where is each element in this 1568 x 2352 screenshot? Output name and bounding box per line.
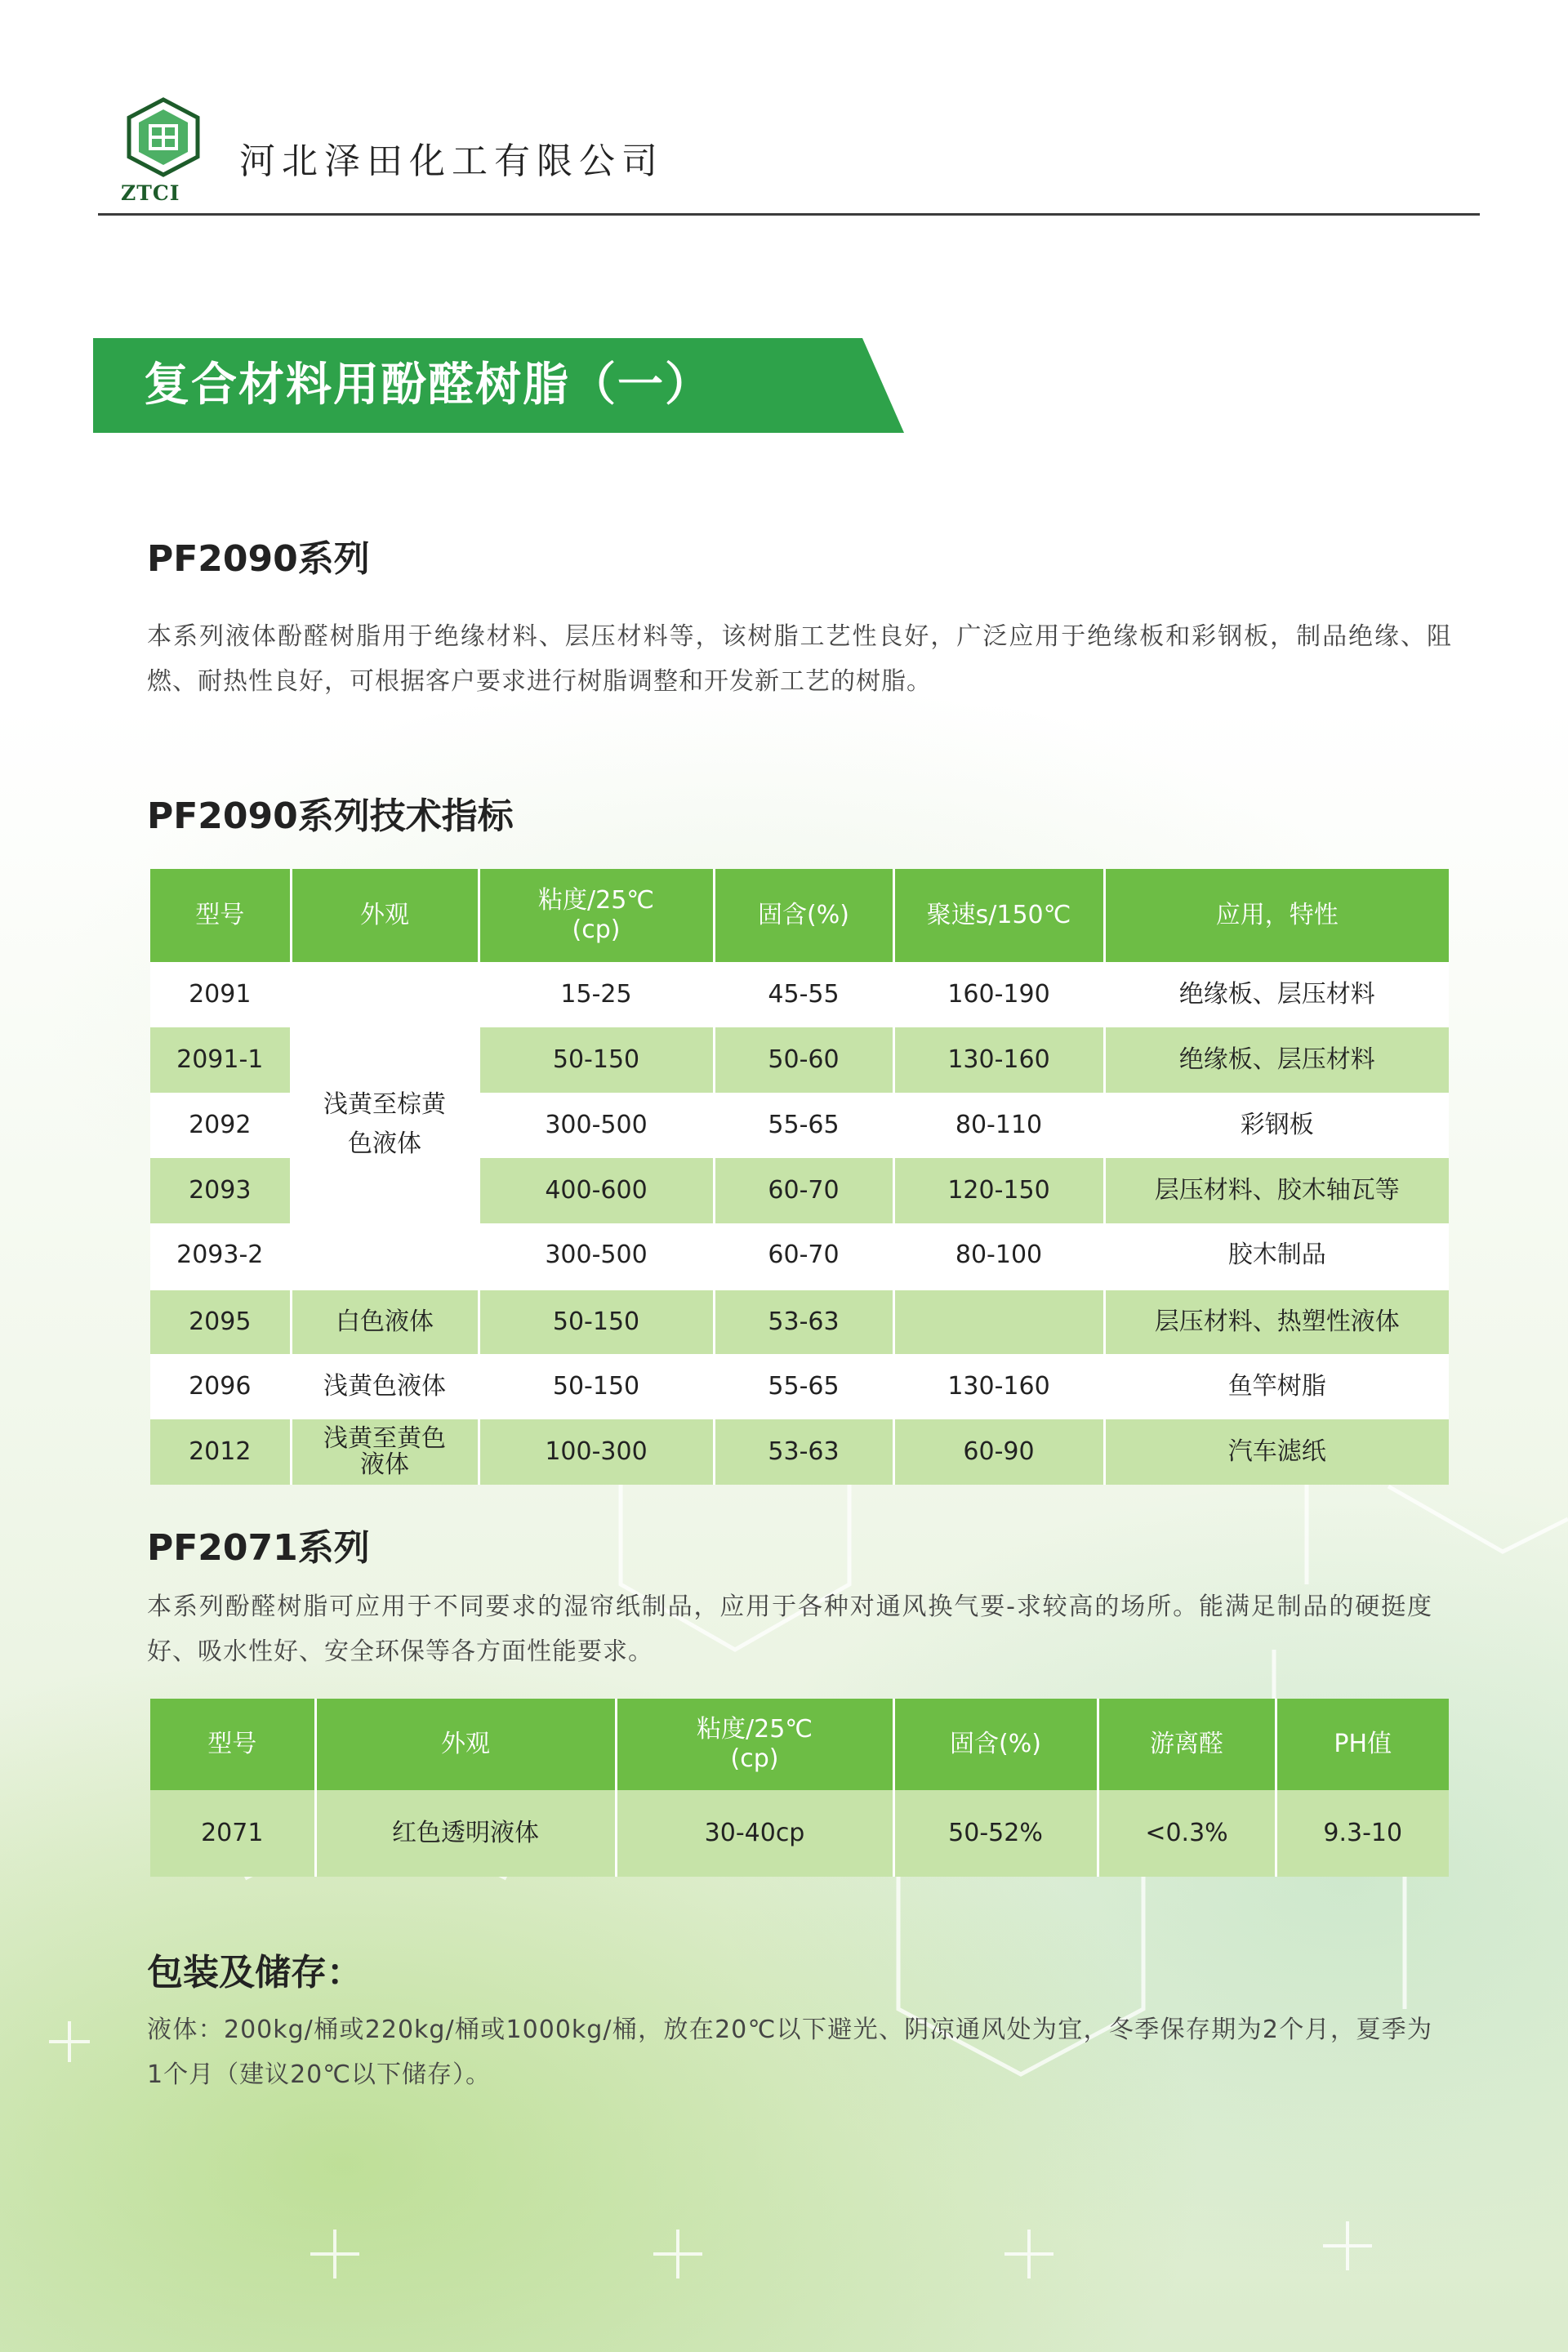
cell-gel: 80-110 <box>893 1093 1104 1158</box>
cell-application: 彩钢板 <box>1104 1093 1449 1158</box>
cell-application: 绝缘板、层压材料 <box>1104 1027 1449 1093</box>
cell-viscosity: 50-150 <box>479 1289 714 1354</box>
pf2071-spec-table <box>150 1699 1449 1877</box>
cell-application: 胶木制品 <box>1104 1223 1449 1289</box>
header-ph: PH值 <box>1276 1699 1449 1790</box>
cell-application: 绝缘板、层压材料 <box>1104 962 1449 1027</box>
cell-viscosity: 400-600 <box>479 1158 714 1223</box>
cell-viscosity: 300-500 <box>479 1093 714 1158</box>
cell-solid: 53-63 <box>714 1289 893 1354</box>
cell-gel: 130-160 <box>893 1354 1104 1419</box>
pf2071-description: 本系列酚醛树脂可应用于不同要求的湿帘纸制品，应用于各种对通风换气要-求较高的场所。能满足制品的硬挺度好、吸水性好、安全环保等各方面性能要求。 <box>147 1592 1432 1666</box>
cell-viscosity: 30-40cp <box>616 1790 893 1877</box>
table-row <box>150 1289 1449 1354</box>
company-name: 河北泽田化工有限公司 <box>239 140 664 182</box>
pf2090-table-heading: PF2090系列技术指标 <box>147 795 514 837</box>
header-gel-time: 聚速s/150℃ <box>893 869 1104 962</box>
pf2090-heading: PF2090系列 <box>147 538 370 580</box>
header-viscosity-line1: 粘度/25℃ <box>697 1715 813 1744</box>
cell-free-aldehyde: <0.3% <box>1098 1790 1276 1877</box>
header-viscosity-line2: (cp) <box>572 915 621 944</box>
header-viscosity-line2: (cp) <box>730 1744 779 1773</box>
cell-solid: 60-70 <box>714 1158 893 1223</box>
appearance-line2: 液体 <box>360 1450 409 1479</box>
cell-gel: 130-160 <box>893 1027 1104 1093</box>
appearance-line2: 色液体 <box>348 1129 421 1159</box>
table-row <box>150 1354 1449 1419</box>
cell-viscosity: 50-150 <box>479 1354 714 1419</box>
table-header-row <box>150 1699 1449 1790</box>
header-solid-content: 固含(%) <box>893 1699 1098 1790</box>
cell-model: 2093-2 <box>150 1223 291 1289</box>
cell-viscosity: 50-150 <box>479 1027 714 1093</box>
cell-application: 鱼竿树脂 <box>1104 1354 1449 1419</box>
cell-solid: 53-63 <box>714 1419 893 1485</box>
cell-model: 2093 <box>150 1158 291 1223</box>
cell-appearance <box>291 1419 479 1485</box>
cell-gel <box>893 1289 1104 1354</box>
page-title: 复合材料用酚醛树脂（一） <box>144 359 712 412</box>
table-row <box>150 1419 1449 1485</box>
logo-text: ZTCI <box>121 181 180 205</box>
header-model: 型号 <box>150 1699 315 1790</box>
header-free-aldehyde: 游离醛 <box>1098 1699 1276 1790</box>
header-appearance: 外观 <box>315 1699 616 1790</box>
cell-gel: 80-100 <box>893 1223 1104 1289</box>
table-header-row <box>150 869 1449 962</box>
appearance-line1: 浅黄至棕黄 <box>323 1090 446 1120</box>
header-solid-content: 固含(%) <box>714 869 893 962</box>
packaging-description: 液体：200kg/桶或220kg/桶或1000kg/桶，放在20℃以下避光、阴凉通风处为宜，冬季保存期为2个月，夏季为1个月（建议20℃以下储存）。 <box>147 2016 1432 2089</box>
table-row <box>150 1790 1449 1877</box>
cell-appearance: 红色透明液体 <box>315 1790 616 1877</box>
cell-model: 2095 <box>150 1289 291 1354</box>
pf2090-description: 本系列液体酚醛树脂用于绝缘材料、层压材料等，该树脂工艺性良好，广泛应用于绝缘板和彩钢板，制品绝缘、阻燃、耐热性良好，可根据客户要求进行树脂调整和开发新工艺的树脂。 <box>147 622 1452 696</box>
cell-appearance: 浅黄色液体 <box>291 1354 479 1419</box>
header-viscosity <box>479 869 714 962</box>
header-divider <box>98 213 1480 216</box>
appearance-line1: 浅黄至黄色 <box>323 1424 446 1453</box>
cell-appearance: 白色液体 <box>291 1289 479 1354</box>
cell-solid: 55-65 <box>714 1354 893 1419</box>
cell-application: 层压材料、热塑性液体 <box>1104 1289 1449 1354</box>
cell-ph: 9.3-10 <box>1276 1790 1449 1877</box>
cell-solid: 55-65 <box>714 1093 893 1158</box>
cell-model: 2012 <box>150 1419 291 1485</box>
header-application: 应用，特性 <box>1104 869 1449 962</box>
cell-model: 2071 <box>150 1790 315 1877</box>
cell-model: 2096 <box>150 1354 291 1419</box>
header-model: 型号 <box>150 869 291 962</box>
cell-appearance-shared <box>291 962 479 1289</box>
cell-viscosity: 100-300 <box>479 1419 714 1485</box>
cell-gel: 60-90 <box>893 1419 1104 1485</box>
cell-gel: 120-150 <box>893 1158 1104 1223</box>
packaging-heading: 包装及储存： <box>147 1952 363 1993</box>
cell-solid: 50-60 <box>714 1027 893 1093</box>
cell-solid: 45-55 <box>714 962 893 1027</box>
header-appearance: 外观 <box>291 869 479 962</box>
cell-solid: 50-52% <box>893 1790 1098 1877</box>
cell-model: 2091 <box>150 962 291 1027</box>
pf2090-spec-table <box>150 869 1449 1485</box>
cell-gel: 160-190 <box>893 962 1104 1027</box>
header-viscosity <box>616 1699 893 1790</box>
cell-model: 2092 <box>150 1093 291 1158</box>
cell-viscosity: 15-25 <box>479 962 714 1027</box>
pf2071-heading: PF2071系列 <box>147 1527 370 1569</box>
cell-model: 2091-1 <box>150 1027 291 1093</box>
header-viscosity-line1: 粘度/25℃ <box>538 886 654 915</box>
table-row <box>150 962 1449 1027</box>
cell-solid: 60-70 <box>714 1223 893 1289</box>
cell-viscosity: 300-500 <box>479 1223 714 1289</box>
company-logo-icon <box>122 96 204 178</box>
cell-application: 汽车滤纸 <box>1104 1419 1449 1485</box>
cell-application: 层压材料、胶木轴瓦等 <box>1104 1158 1449 1223</box>
